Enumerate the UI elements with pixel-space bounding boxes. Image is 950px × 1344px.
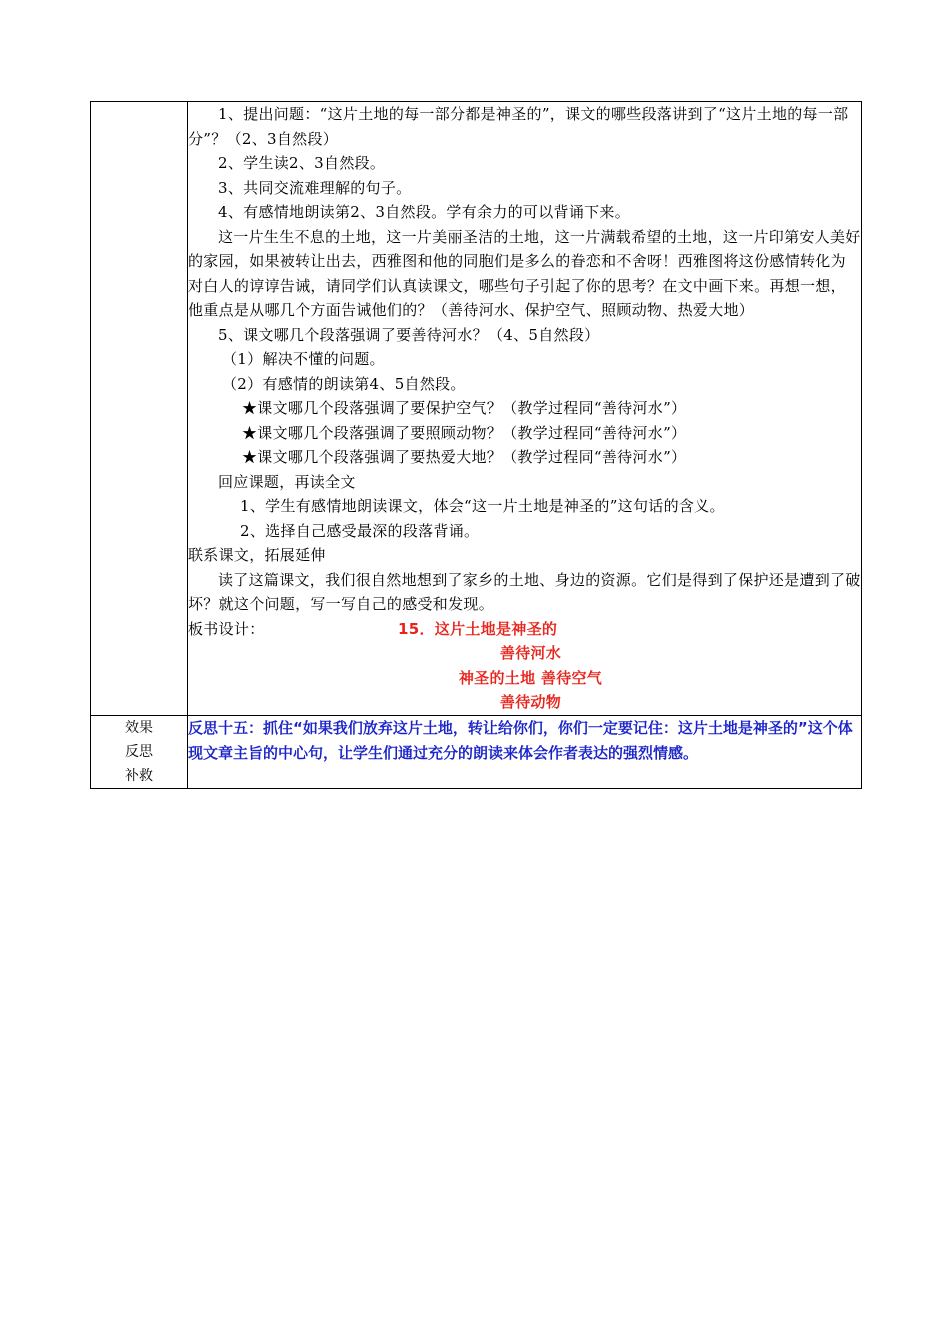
board-title: 15．这片土地是神圣的 — [398, 619, 558, 638]
reflection-text: 反思十五：抓住“如果我们放弃这片土地，转让给你们，你们一定要记住：这片土地是神圣的”这个体现文章主旨的中心句，让学生们通过充分的朗读来体会作者表达的强烈情感。 — [188, 715, 862, 788]
star-item: ★课文哪几个段落强调了要保护空气？（教学过程同“善待河水”） — [242, 399, 687, 417]
content-line: 5、课文哪几个段落强调了要善待河水？（4、5自然段） — [218, 325, 600, 344]
teaching-process-row — [91, 102, 862, 716]
star-item: ★课文哪几个段落强调了要热爱大地？（教学过程同“善待河水”） — [242, 448, 687, 466]
content-line: （2）有感情的朗读第4、5自然段。 — [222, 374, 466, 393]
content-paragraph: 这一片生生不息的土地，这一片美丽圣洁的土地，这一片满载希望的土地，这一片印第安人美好的家园，如果被转让出去，西雅图和他的同胞们是多么的眷恋和不舍呀！西雅图将这份感情转化为对白人的谆谆告诫，请同学们认真读课文，哪些句子引起了你的思考？在文中画下来。再想一想，他重点是从哪几个方面告诫他们的？（善待河水、保护空气、照顾动物、热爱大地） — [188, 227, 861, 319]
board-line: 神圣的土地 善待空气 — [458, 668, 603, 687]
content-line: 3、共同交流难理解的句子。 — [218, 178, 412, 197]
content-line: 4、有感情地朗读第2、3自然段。学有余力的可以背诵下来。 — [218, 203, 631, 221]
board-design — [188, 617, 861, 642]
reflection-label: 补救 — [125, 767, 153, 784]
content-paragraph: 读了这篇课文，我们很自然地想到了家乡的土地、身边的资源。它们是得到了保护还是遭到了破坏？就这个问题，写一写自己的感受和发现。 — [188, 570, 861, 613]
board-line: 善待河水 — [499, 644, 562, 662]
section-heading: 联系课文，拓展延伸 — [188, 546, 326, 564]
board-label: 板书设计： — [188, 619, 265, 638]
teaching-content-cell — [188, 102, 862, 716]
star-item: ★课文哪几个段落强调了要照顾动物？（教学过程同“善待河水”） — [242, 423, 687, 442]
content-line: 1、学生有感情地朗读课文，体会“这一片土地是神圣的”这句话的含义。 — [240, 497, 725, 515]
empty-label-cell — [91, 102, 188, 716]
section-heading: 回应课题，再读全文 — [218, 472, 356, 491]
content-line: 2、学生读2、3自然段。 — [218, 154, 386, 172]
reflection-row — [91, 715, 862, 788]
content-line: （1）解决不懂的问题。 — [222, 350, 385, 368]
reflection-label-cell — [91, 715, 188, 788]
content-line: 2、选择自己感受最深的段落背诵。 — [240, 521, 480, 540]
board-line: 善待动物 — [499, 693, 562, 711]
content-line: 1、提出问题：“这片土地的每一部分都是神圣的”，课文的哪些段落讲到了“这片土地的每一部分”？（2、3自然段） — [188, 105, 849, 148]
lesson-plan-table — [90, 101, 862, 789]
reflection-label: 反思 — [125, 743, 153, 760]
reflection-label: 效果 — [125, 719, 153, 736]
